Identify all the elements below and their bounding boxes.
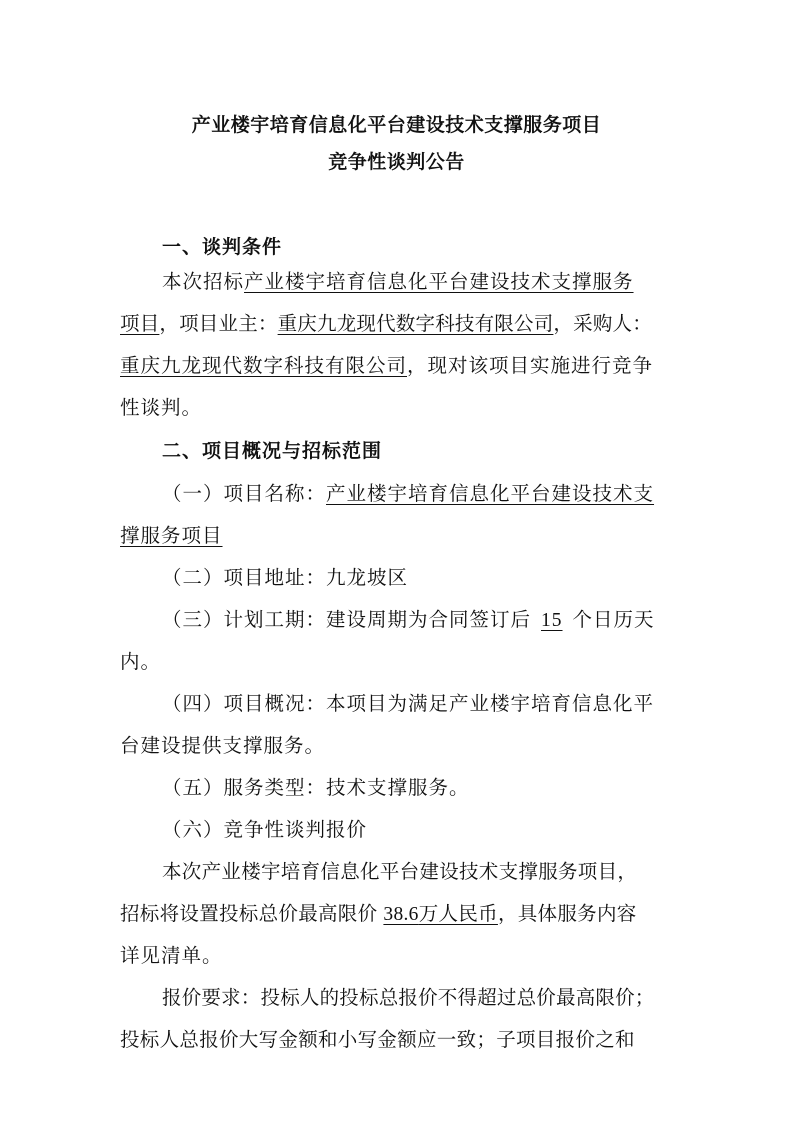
conditions-line-1: 本次招标产业楼宇培育信息化平台建设技术支撑服务: [162, 270, 634, 293]
overview-project-address: （二）项目地址：九龙坡区: [162, 566, 409, 589]
conditions-line-4: 性谈判。: [120, 396, 203, 419]
conditions-line-3: 重庆九龙现代数字科技有限公司，现对该项目实施进行竞争: [120, 354, 654, 377]
document-title: 产业楼宇培育信息化平台建设技术支撑服务项目: [191, 114, 602, 136]
overview-quote-heading: （六）竞争性谈判报价: [162, 818, 368, 841]
project-name-underlined: 产业楼宇培育信息化平台建设技术支撑服务: [244, 270, 634, 293]
overview-service-type: （五）服务类型：技术支撑服务。: [162, 776, 470, 799]
overview-schedule: （三）计划工期：建设周期为合同签订后 15 个日历天: [162, 608, 655, 631]
owner-name-underlined: 重庆九龙现代数字科技有限公司: [277, 312, 554, 335]
conditions-line-2: 项目，项目业主：重庆九龙现代数字科技有限公司，采购人：: [120, 312, 652, 335]
quote-line-2: 招标将设置投标总价最高限价 38.6万人民币，具体服务内容: [120, 902, 637, 925]
purchaser-name-underlined: 重庆九龙现代数字科技有限公司: [120, 354, 408, 377]
overview-project-name: （一）项目名称：产业楼宇培育信息化平台建设技术支: [162, 482, 655, 505]
quote-requirement-line-2: 投标人总报价大写金额和小写金额应一致；子项目报价之和: [120, 1028, 635, 1051]
overview-project-name-cont: 撑服务项目: [120, 524, 223, 547]
section-heading-conditions: 一、谈判条件: [162, 236, 283, 258]
document-subtitle: 竞争性谈判公告: [328, 151, 465, 173]
overview-schedule-cont: 内。: [120, 650, 162, 673]
quote-requirement-line-1: 报价要求：投标人的投标总报价不得超过总价最高限价；: [162, 986, 655, 1009]
quote-line-1: 本次产业楼宇培育信息化平台建设技术支撑服务项目，: [162, 860, 638, 883]
section-heading-overview: 二、项目概况与招标范围: [162, 440, 383, 462]
quote-line-3: 详见清单。: [120, 944, 223, 967]
overview-summary: （四）项目概况：本项目为满足产业楼宇培育信息化平: [162, 692, 655, 715]
schedule-days: 15: [541, 610, 563, 631]
max-price: 38.6万人民币: [383, 902, 498, 925]
overview-summary-cont: 台建设提供支撑服务。: [120, 734, 326, 757]
